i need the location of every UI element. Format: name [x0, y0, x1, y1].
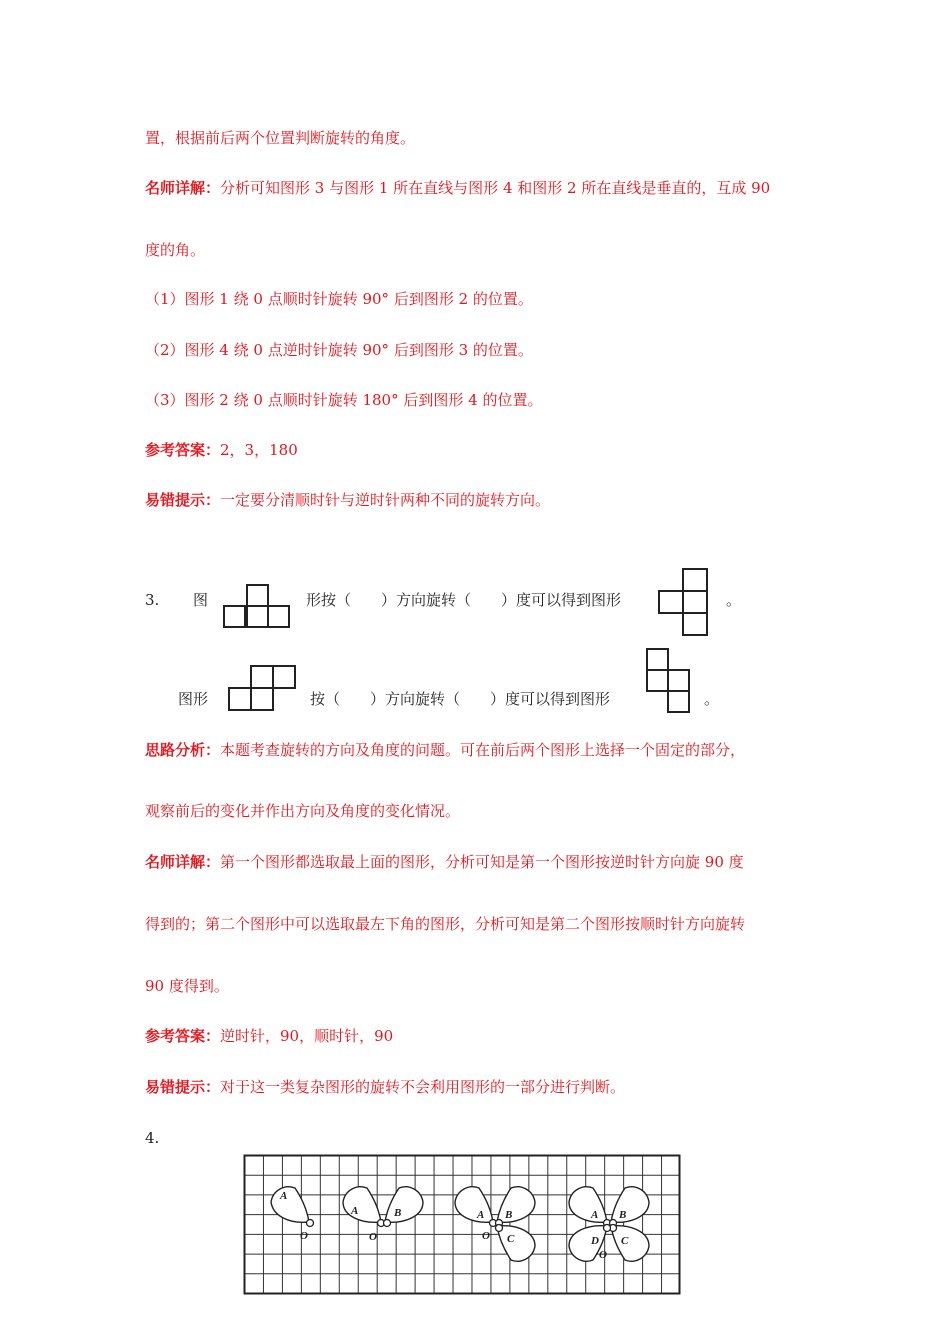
p2-item-2: （2）图形 4 绕 0 点逆时针旋转 90° 后到图形 3 的位置。 [145, 341, 533, 359]
p4-number: 4. [145, 1129, 160, 1147]
p3-q2-prefix: 图形 [178, 690, 209, 708]
answer-label: 参考答案： [145, 1027, 221, 1045]
analysis-label: 思路分析： [145, 741, 221, 759]
label-b: B [619, 1209, 627, 1221]
label-c: C [621, 1235, 629, 1247]
p3-tip [145, 1077, 625, 1097]
tip-label: 易错提示： [145, 491, 221, 509]
answer-text: 2，3，180 [220, 441, 298, 459]
petal-a [271, 1187, 309, 1223]
p3-number: 3. [145, 591, 160, 609]
label-d: D [591, 1235, 599, 1247]
p3-q2-end: 。 [704, 690, 720, 708]
p2-detail-cont: 度的角。 [145, 241, 206, 259]
center-o [604, 1225, 611, 1232]
p3-q1-prefix: 图 [193, 591, 209, 609]
tip-text: 一定要分清顺时针与逆时针两种不同的旋转方向。 [220, 491, 551, 509]
detail-label: 名师详解： [145, 853, 221, 871]
p3-q2-text: 按（ ）方向旋转（ ）度可以得到图形 [310, 690, 611, 708]
label-b: B [505, 1209, 513, 1221]
center-o [384, 1220, 391, 1227]
petal-a [343, 1187, 381, 1223]
analysis-text: 本题考查旋转的方向及角度的问题。可在前后两个图形上选择一个固定的部分， [220, 741, 746, 759]
center-o [496, 1225, 503, 1232]
label-a: A [591, 1209, 599, 1221]
petal-a [455, 1187, 493, 1223]
petal-c [611, 1226, 649, 1262]
p3-q2-shape-b [644, 646, 694, 716]
p3-detail [145, 852, 744, 872]
petal-b [611, 1187, 649, 1223]
p3-analysis-cont: 观察前后的变化并作出方向及角度的变化情况。 [145, 802, 461, 820]
label-o: O [300, 1230, 308, 1242]
p2-detail [145, 178, 770, 198]
answer-text: 逆时针，90，顺时针，90 [220, 1027, 394, 1045]
p3-q1-shape-a [222, 584, 292, 630]
label-o: O [482, 1230, 490, 1242]
p2-text-line: 置，根据前后两个位置判断旋转的角度。 [145, 129, 416, 147]
petal-b [385, 1187, 423, 1223]
p3-q1-shape-b [655, 567, 711, 637]
label-o: O [599, 1249, 607, 1261]
detail-text: 第一个图形都选取最上面的图形，分析可知是第一个图形按逆时针方向旋 90 度 [220, 853, 744, 871]
p3-analysis [145, 740, 745, 760]
p2-tip [145, 490, 550, 510]
rotation-grid [243, 1154, 683, 1296]
p4-rotation-grid-figure [243, 1154, 683, 1296]
p3-detail-cont: 得到的；第二个图形中可以选取最左下角的图形，分析可知是第二个图形按顺时针方向旋转 [145, 915, 746, 933]
label-b: B [394, 1207, 402, 1219]
answer-label: 参考答案： [145, 441, 221, 459]
center-o [307, 1220, 314, 1227]
label-a: A [280, 1190, 288, 1202]
p2-answer [145, 440, 298, 460]
p3-detail-cont: 90 度得到。 [145, 977, 229, 995]
p3-answer [145, 1026, 393, 1046]
p3-q1-end: 。 [726, 591, 742, 609]
p3-q1-text: 形按（ ）方向旋转（ ）度可以得到图形 [306, 591, 622, 609]
label-a: A [351, 1205, 359, 1217]
label-a: A [477, 1209, 485, 1221]
p2-item-3: （3）图形 2 绕 0 点顺时针旋转 180° 后到图形 4 的位置。 [145, 391, 543, 409]
petal-a [569, 1187, 607, 1223]
detail-label: 名师详解： [145, 179, 221, 197]
tip-text: 对于这一类复杂图形的旋转不会利用图形的一部分进行判断。 [220, 1078, 626, 1096]
label-o: O [369, 1231, 377, 1243]
label-c: C [507, 1233, 515, 1245]
p2-item-1: （1）图形 1 绕 0 点顺时针旋转 90° 后到图形 2 的位置。 [145, 290, 533, 308]
tip-label: 易错提示： [145, 1078, 221, 1096]
detail-text: 分析可知图形 3 与图形 1 所在直线与图形 4 和图形 2 所在直线是垂直的，互成 90 [220, 179, 771, 197]
p3-q2-shape-a [227, 664, 297, 714]
